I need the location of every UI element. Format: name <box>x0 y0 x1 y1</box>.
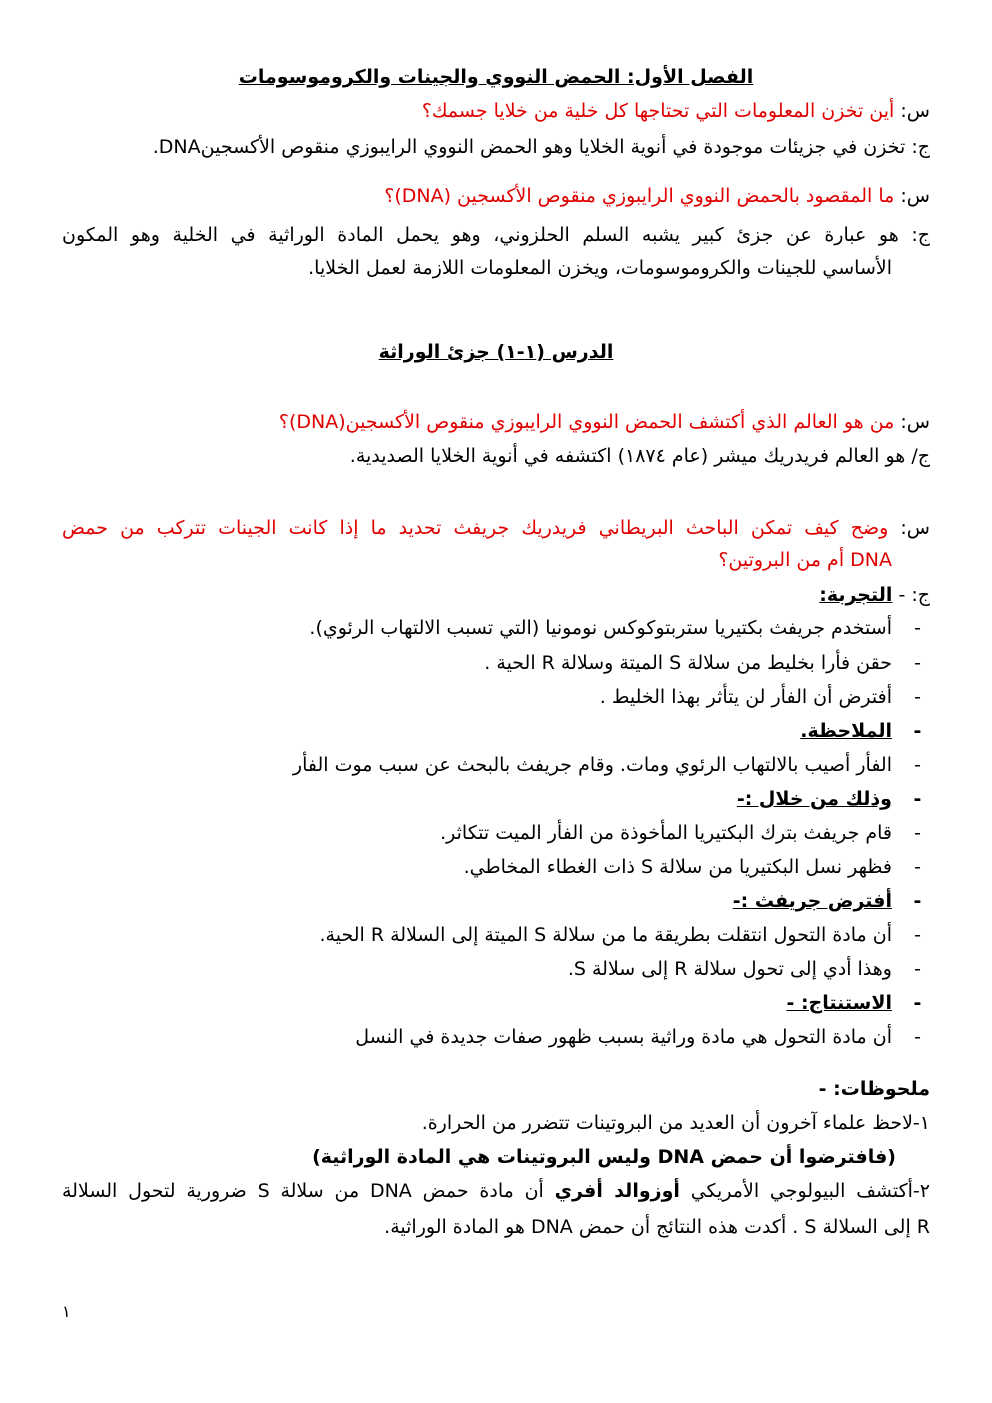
experiment-item: أستخدم جريفث بكتيريا ستربتوكوكس نومونيا (التي تسبب الالتهاب الرئوي). <box>309 617 892 639</box>
question-text: من هو العالم الذي أكتشف الحمض النووي الرايبوزي منقوص الأكسجين(DNA)؟ <box>278 411 895 433</box>
scientist-name: أوزوالد أفري <box>554 1180 680 1202</box>
bullet-dash: - <box>914 822 921 844</box>
question-1 <box>422 96 930 126</box>
question-label: س: <box>900 517 930 539</box>
question-2 <box>384 181 930 211</box>
bullet-dash: - <box>913 720 922 742</box>
note-2-prefix: ٢-أكتشف البيولوجي الأمريكي <box>679 1180 930 1202</box>
bullet-dash: - <box>913 992 922 1014</box>
bullet-dash: - <box>914 617 921 639</box>
answer-2-line-2: الأساسي للجينات والكروموسومات، ويخزن المعلومات اللازمة لعمل الخلايا. <box>308 257 892 279</box>
question-text: وضح كيف تمكن الباحث البريطاني فريدريك جريفث تحديد ما إذا كانت الجينات تتركب من حمض <box>62 517 889 539</box>
answer-2-line-1: ج: هو عبارة عن جزئ كبير يشبه السلم الحلزوني، وهو يحمل المادة الوراثية في الخلية وهو المكون <box>62 224 930 246</box>
answer-4-header <box>819 580 930 610</box>
bullet-dash: - <box>914 924 921 946</box>
note-2-line-2: R إلى السلالة S . أكدت هذه النتائج أن حمض DNA هو المادة الوراثية. <box>384 1216 930 1238</box>
hypothesis-heading: أفترض جريفث :- <box>732 890 892 912</box>
experiment-item: أفترض أن الفأر لن يتأثر بهذا الخليط . <box>599 686 892 708</box>
experiment-heading: التجربة: <box>819 584 893 606</box>
question-4-line-1 <box>62 513 930 543</box>
through-item: قام جريفث بترك البكتيريا المأخوذة من الفأر الميت تتكاثر. <box>440 822 892 844</box>
page-number: ١ <box>62 1302 71 1321</box>
bullet-dash: - <box>914 856 921 878</box>
lesson-title: الدرس (١-١) جزئ الوراثة <box>378 341 614 363</box>
hypothesis-item: أن مادة التحول انتقلت بطريقة ما من سلالة S الميتة إلى السلالة R الحية. <box>319 924 892 946</box>
observation-item: الفأر أصيب بالالتهاب الرئوي ومات. وقام جريفث بالبحث عن سبب موت الفأر <box>292 754 892 776</box>
conclusion-heading: الاستنتاج: - <box>786 992 892 1014</box>
through-item: فظهر نسل البكتيريا من سلالة S ذات الغطاء المخاطي. <box>463 856 892 878</box>
observation-heading: الملاحظة. <box>800 720 892 742</box>
bullet-dash: - <box>913 890 922 912</box>
notes-heading: ملحوظات: - <box>818 1078 930 1100</box>
hypothesis-item: وهذا أدي إلى تحول سلالة R إلى سلالة S. <box>567 958 892 980</box>
note-1-continued: (فافترضوا أن حمض DNA وليس البروتينات هي المادة الوراثية) <box>312 1146 896 1168</box>
note-2-suffix: أن مادة حمض DNA من سلالة S ضرورية لتحول السلالة <box>62 1180 555 1202</box>
question-3 <box>279 407 930 437</box>
bullet-dash: - <box>914 754 921 776</box>
bullet-dash: - <box>914 652 921 674</box>
question-label: س: <box>900 100 930 122</box>
chapter-title: الفصل الأول: الحمض النووي والجينات والكروموسومات <box>238 66 754 88</box>
question-label: س: <box>900 411 930 433</box>
experiment-item: حقن فأرا بخليط من سلالة S الميتة وسلالة R الحية . <box>484 652 892 674</box>
question-text: أين تخزن المعلومات التي تحتاجها كل خلية من خلايا جسمك؟ <box>421 100 895 122</box>
bullet-dash: - <box>914 958 921 980</box>
bullet-dash: - <box>914 686 921 708</box>
question-text: ما المقصود بالحمض النووي الرايبوزي منقوص الأكسجين (DNA)؟ <box>384 185 895 207</box>
through-heading: وذلك من خلال :- <box>736 788 892 810</box>
question-label: س: <box>900 185 930 207</box>
conclusion-item: أن مادة التحول هي مادة وراثية بسبب ظهور صفات جديدة في النسل <box>355 1026 892 1048</box>
bullet-dash: - <box>914 1026 921 1048</box>
question-4-line-2: DNA أم من البروتين؟ <box>718 549 892 571</box>
note-2-line-1 <box>62 1176 930 1206</box>
note-1: ١-لاحظ علماء آخرون أن العديد من البروتينات تتضرر من الحرارة. <box>421 1112 930 1134</box>
bullet-dash: - <box>913 788 922 810</box>
answer-3: ج/ هو العالم فريدريك ميشر (عام ١٨٧٤) اكتشفه في أنوية الخلايا الصديدية. <box>349 445 930 467</box>
answer-label: ج: - <box>898 584 930 606</box>
answer-1: ج: تخزن في جزيئات موجودة في أنوية الخلايا وهو الحمض النووي الرايبوزي منقوص الأكسجينDNA. <box>152 136 930 158</box>
